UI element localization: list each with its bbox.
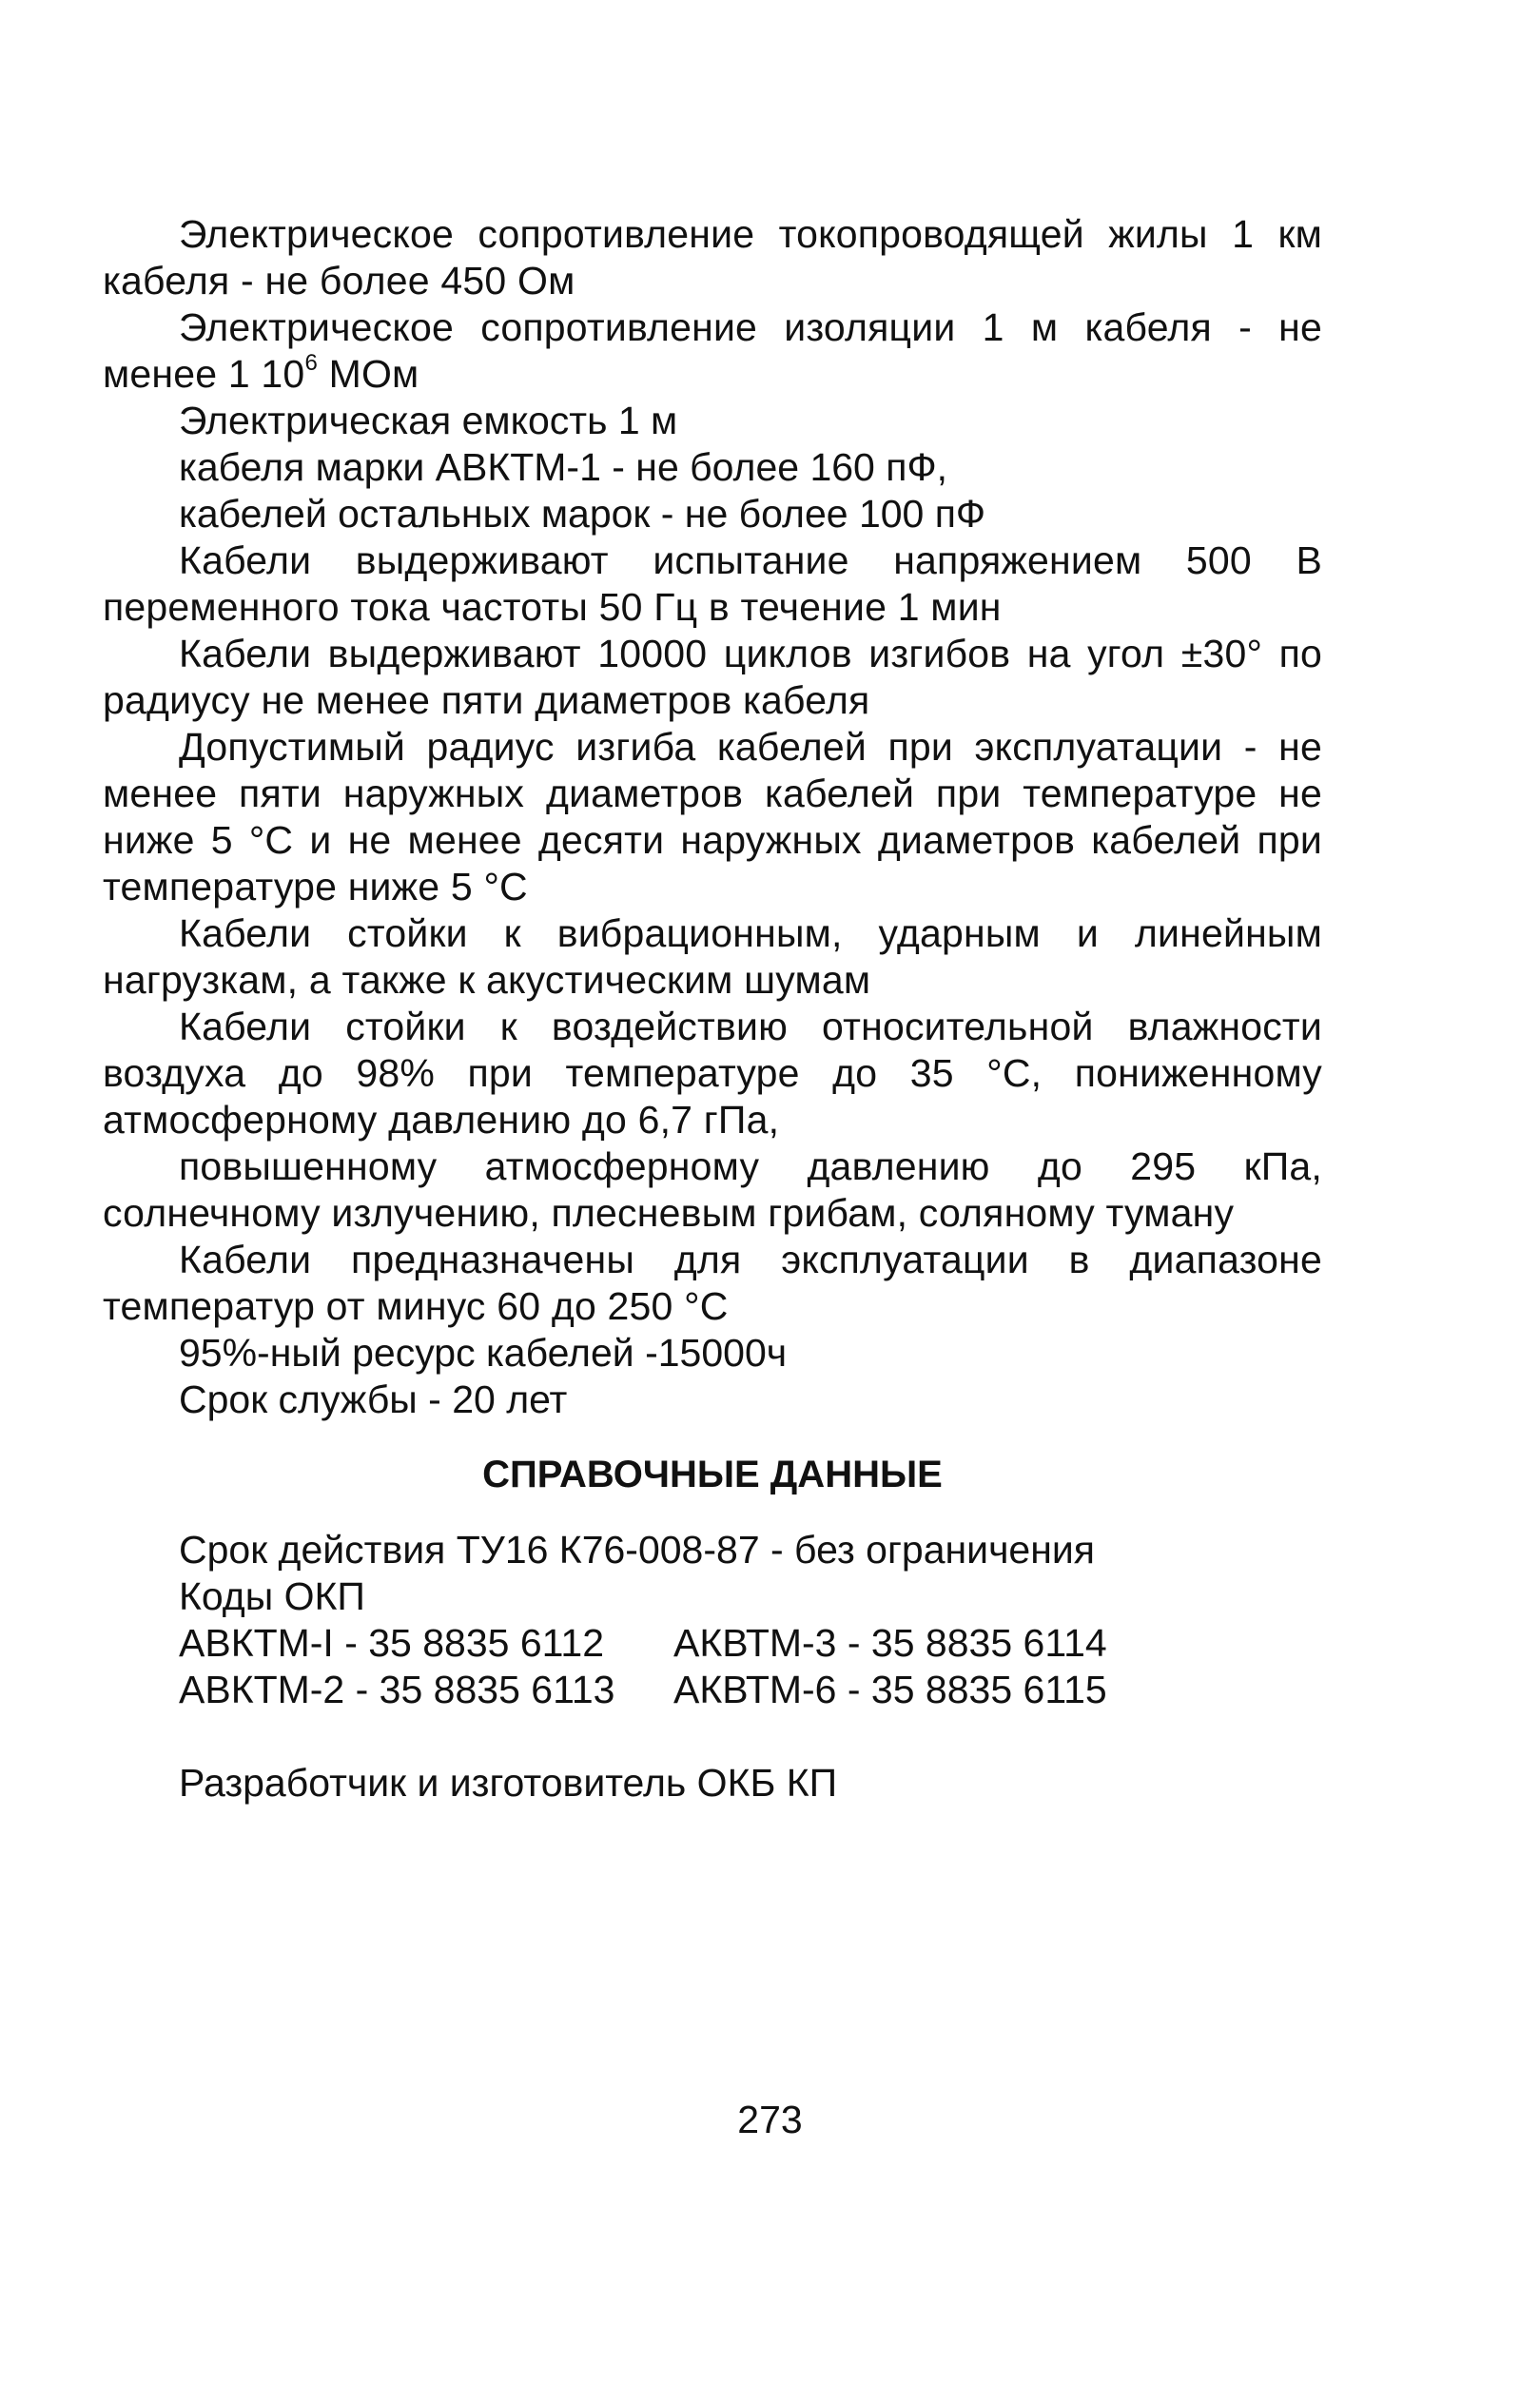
paragraph-capacitance: Электрическая емкость 1 м xyxy=(179,399,678,442)
paragraph-humidity: Кабели стойки к воздействию относительной влажности воздуха до 98% при температуре до 35 °С, пониженному атмосферному давлению до 6,7 гПа, xyxy=(103,1005,1322,1142)
paragraph-service-life: Срок службы - 20 лет xyxy=(179,1377,568,1421)
insulation-exponent: 6 xyxy=(304,350,318,376)
code-akvtm6: АКВТМ-6 - 35 8835 6115 xyxy=(673,1668,1107,1711)
paragraph-vibration: Кабели стойки к вибрационным, ударным и линейным нагрузкам, а также к акустическим шумам xyxy=(103,911,1322,1002)
code-akvtm3: АКВТМ-3 - 35 8835 6114 xyxy=(673,1621,1107,1665)
paragraph-bend-radius: Допустимый радиус изгиба кабелей при эксплуатации - не менее пяти наружных диаметров кабелей при температуре не ниже 5 °С и не менее десяти наружных диаметров кабелей при температуре ниже 5 °С xyxy=(103,725,1322,908)
paragraph-pressure: повышенному атмосферному давлению до 295 кПа, солнечному излучению, плесневым грибам, соляному туману xyxy=(103,1144,1322,1235)
paragraph-conductor-resistance: Электрическое сопротивление токопроводящей жилы 1 км кабеля - не более 450 Ом xyxy=(103,212,1322,303)
paragraph-bend-cycles: Кабели выдерживают 10000 циклов изгибов на угол ±30° по радиусу не менее пяти диаметров кабеля xyxy=(103,632,1322,722)
codes-heading: Коды ОКП xyxy=(179,1574,365,1618)
insulation-text: Электрическое сопротивление изоляции 1 м кабеля - не менее 1 10 xyxy=(103,305,1322,396)
code-avktm2: АВКТМ-2 - 35 8835 6113 xyxy=(179,1668,615,1711)
section-title: СПРАВОЧНЫЕ ДАННЫЕ xyxy=(482,1454,943,1495)
manufacturer-text: Разработчик и изготовитель ОКБ КП xyxy=(179,1761,838,1805)
code-avktm1: АВКТМ-I - 35 8835 6112 xyxy=(179,1621,605,1665)
okp-codes xyxy=(103,1620,1322,1713)
document-page xyxy=(103,211,1322,1807)
insulation-unit: МОм xyxy=(318,352,419,396)
spacer xyxy=(103,1713,1322,1760)
page-number: 273 xyxy=(737,2098,803,2141)
validity-text: Срок действия ТУ16 К76-008-87 - без ограничения xyxy=(179,1528,1095,1572)
paragraph-insulation-resistance xyxy=(103,304,1322,398)
paragraph-resource: 95%-ный ресурс кабелей -15000ч xyxy=(179,1331,788,1375)
paragraph-voltage-test: Кабели выдерживают испытание напряжением 500 В переменного тока частоты 50 Гц в течение 1 мин xyxy=(103,538,1322,629)
paragraph-capacitance-avktm1: кабеля марки АВКТМ-1 - не более 160 пФ, xyxy=(179,445,948,489)
paragraph-temperature-range: Кабели предназначены для эксплуатации в диапазоне температур от минус 60 до 250 °С xyxy=(103,1238,1322,1328)
paragraph-capacitance-other: кабелей остальных марок - не более 100 пФ xyxy=(179,492,986,536)
